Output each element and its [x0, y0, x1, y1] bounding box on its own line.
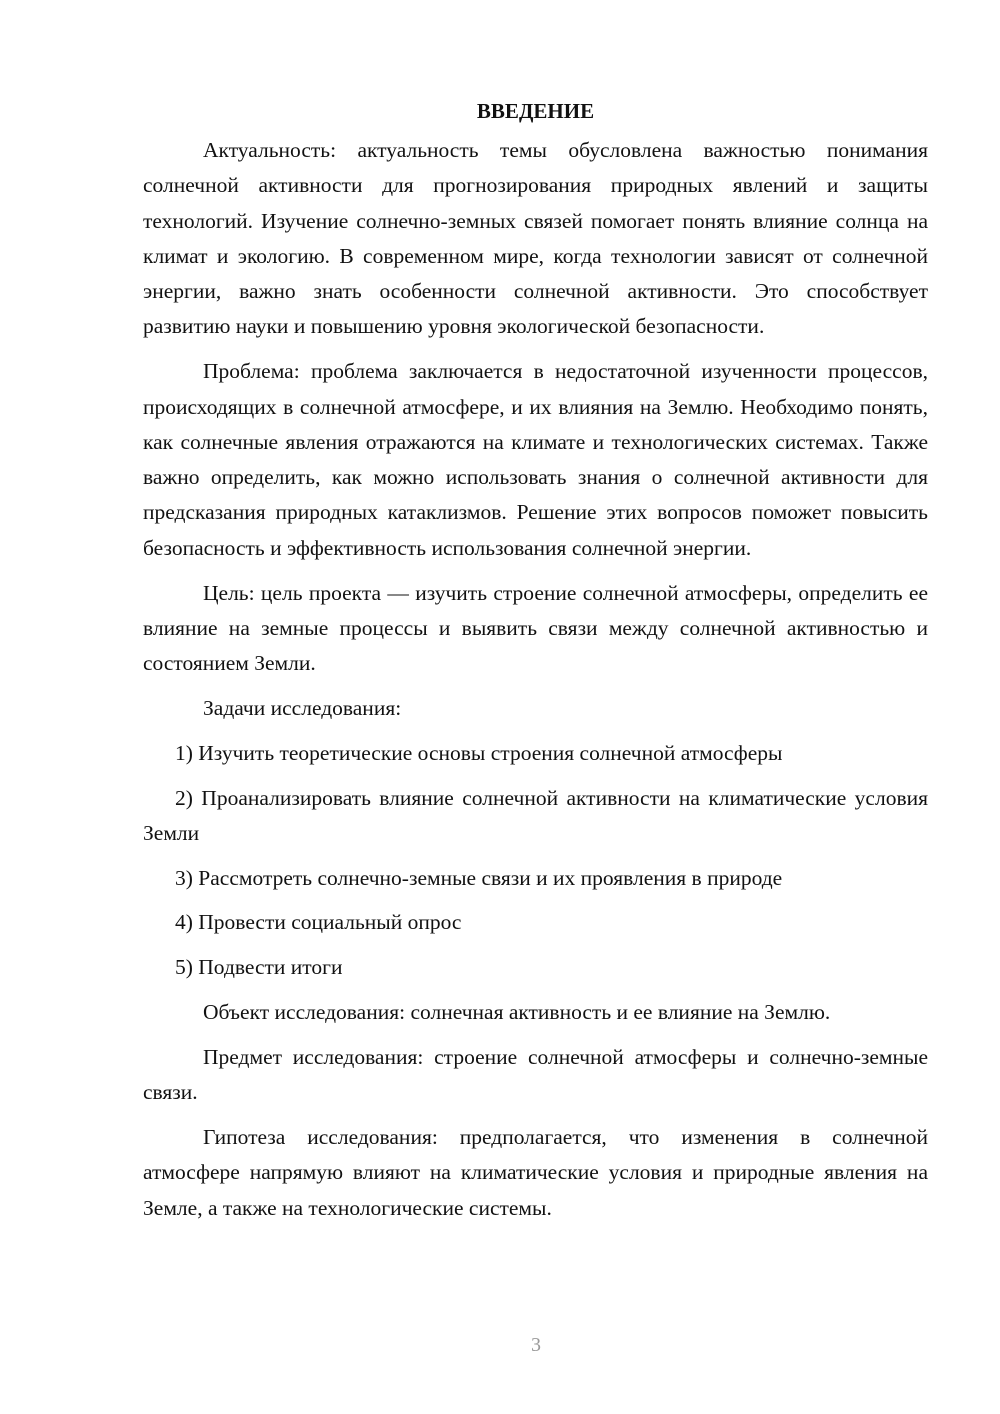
task-item-3: 3) Рассмотреть солнечно-земные связи и их проявления в природе	[175, 865, 783, 890]
task-item-1: 1) Изучить теоретические основы строения солнечной атмосферы	[175, 740, 783, 765]
page-number: 3	[531, 1334, 541, 1356]
subject-paragraph: Предмет исследования: строение солнечной атмосферы и солнечно-земные связи.	[143, 1044, 928, 1105]
object-paragraph: Объект исследования: солнечная активность и ее влияние на Землю.	[203, 1000, 831, 1025]
section-title: ВВЕДЕНИЕ	[476, 99, 595, 123]
tasks-heading: Задачи исследования:	[203, 695, 402, 720]
task-item-4: 4) Провести социальный опрос	[175, 910, 462, 935]
task-item-2: 2) Проанализировать влияние солнечной активности на климатические условия Земли	[143, 785, 928, 845]
page-content	[143, 96, 928, 1235]
goal-paragraph: Цель: цель проекта — изучить строение солнечной атмосферы, определить ее влияние на земные процессы и выявить связи между солнечной активностью и состоянием Земли.	[143, 580, 928, 676]
problem-paragraph: Проблема: проблема заключается в недостаточной изученности процессов, происходящих в солнечной атмосфере, и их влияния на Землю. Необходимо понять, как солнечные явления отражаются на климате и технологических системах. Также важно определить, как можно использовать знания о солнечной активности для предсказания природных катаклизмов. Решение этих вопросов поможет повысить безопасность и эффективность использования солнечной энергии.	[143, 359, 928, 560]
task-item-5: 5) Подвести итоги	[175, 955, 343, 980]
relevance-paragraph: Актуальность: актуальность темы обусловлена важностью понимания солнечной активности для прогнозирования природных явлений и защиты технологий. Изучение солнечно-земных связей помогает понять влияние солнца на климат и экологию. В современном мире, когда технологии зависят от солнечной энергии, важно знать особенности солнечной активности. Это способствует развитию науки и повышению уровня экологической безопасности.	[143, 138, 928, 339]
hypothesis-paragraph: Гипотеза исследования: предполагается, что изменения в солнечной атмосфере напрямую влияют на климатические условия и природные явления на Земле, а также на технологические системы.	[143, 1124, 928, 1220]
